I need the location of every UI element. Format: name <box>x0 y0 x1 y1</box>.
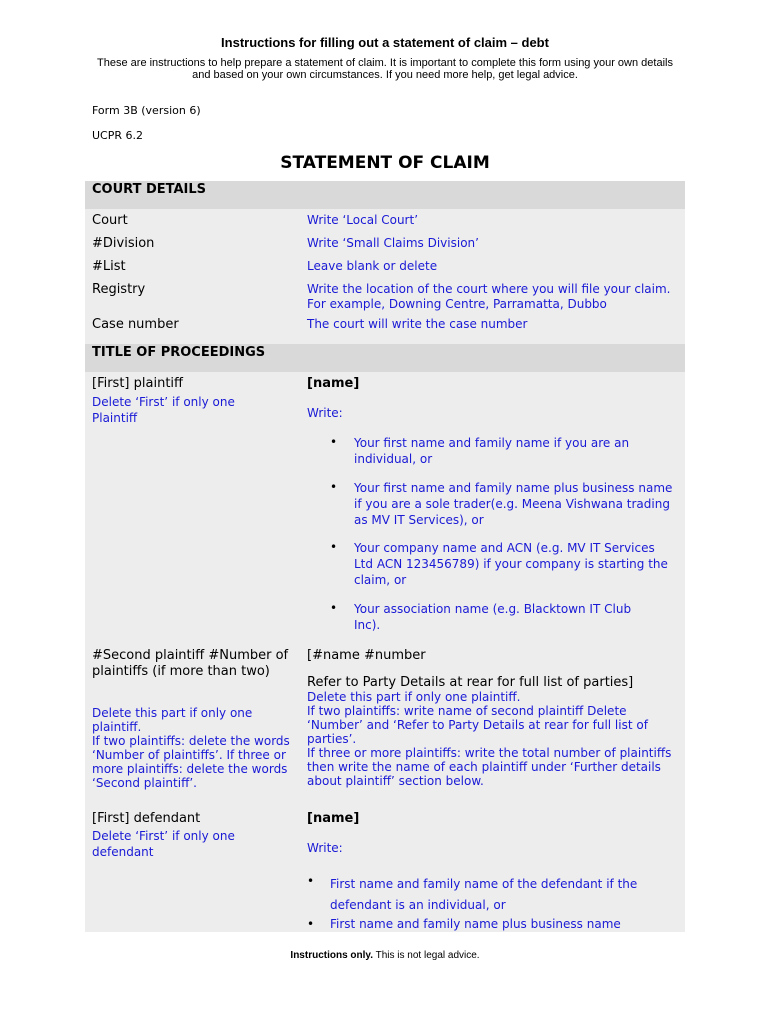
instructions-title: Instructions for filling out a statement of claim – debt <box>221 35 549 50</box>
registry-value: Write the location of the court where you will file your claim. For example, Downing Centre, Parramatta, Dubbo <box>307 282 671 311</box>
list-value: Leave blank or delete <box>307 259 438 273</box>
first-defendant-bullet-1: First name and family name of the defendant if the defendant is an individual, or <box>330 877 638 912</box>
title-of-proceedings-heading: TITLE OF PROCEEDINGS <box>85 344 685 372</box>
court-label: Court <box>92 213 128 228</box>
case-number-label: Case number <box>92 317 179 332</box>
second-plaintiff-value-note: Delete this part if only one plaintiff. If two plaintiffs: write name of second plaintiff Delete ‘Number’ and ‘Refer to Party Details at rear for full list of parties’. If three or more plaintiffs: write the total number of plaintiffs then write the name of each plaintiff under ‘Further details about plaintiff’ section below. <box>307 690 672 788</box>
list-label: #List <box>92 259 126 274</box>
rule-reference: UCPR 6.2 <box>92 129 143 142</box>
registry-label: Registry <box>92 282 146 297</box>
first-defendant-bullet-2: First name and family name plus business name <box>330 917 621 931</box>
first-defendant-label: [First] defendant <box>92 811 201 826</box>
second-plaintiff-value-2: Refer to Party Details at rear for full list of parties] <box>307 675 634 690</box>
bullet-icon: • <box>307 917 315 931</box>
first-plaintiff-bullet-3: Your company name and ACN (e.g. MV IT Services Ltd ACN 123456789) if your company is starting the claim, or <box>354 541 668 587</box>
court-value: Write ‘Local Court’ <box>307 213 419 227</box>
division-value: Write ‘Small Claims Division’ <box>307 236 479 250</box>
bullet-icon: • <box>307 874 315 888</box>
first-plaintiff-label: [First] plaintiff <box>92 376 183 391</box>
footer-disclaimer <box>0 950 770 961</box>
first-plaintiff-name: [name] <box>307 376 360 391</box>
form-version: Form 3B (version 6) <box>92 104 201 117</box>
first-plaintiff-note: Delete ‘First’ if only one Plaintiff <box>92 395 235 425</box>
document-title: STATEMENT OF CLAIM <box>280 153 490 173</box>
bullet-icon: • <box>330 435 338 449</box>
footer-bold: Instructions only. <box>290 950 374 961</box>
first-plaintiff-bullet-4: Your association name (e.g. Blacktown IT Club Inc). <box>354 602 632 632</box>
first-defendant-write: Write: <box>307 841 343 855</box>
court-details-heading: COURT DETAILS <box>85 181 685 209</box>
bullet-icon: • <box>330 540 338 554</box>
bullet-icon: • <box>330 601 338 615</box>
first-plaintiff-bullet-2: Your first name and family name plus business name if you are a sole trader(e.g. Meena Vishwana trading as MV IT Services), or <box>354 481 673 527</box>
bullet-icon: • <box>330 480 338 494</box>
first-plaintiff-write: Write: <box>307 406 343 420</box>
footer-text: This is not legal advice. <box>373 950 480 961</box>
first-defendant-note: Delete ‘First’ if only one defendant <box>92 829 235 859</box>
division-label: #Division <box>92 236 155 251</box>
case-number-value: The court will write the case number <box>307 317 528 331</box>
second-plaintiff-label: #Second plaintiff #Number of plaintiffs (if more than two) <box>92 648 289 679</box>
first-defendant-name: [name] <box>307 811 360 826</box>
second-plaintiff-note: Delete this part if only one plaintiff. If two plaintiffs: delete the words ‘Number of plaintiffs’. If three or more plaintiffs: delete the words ‘Second plaintiff’. <box>92 706 290 790</box>
instructions-subtitle: These are instructions to help prepare a statement of claim. It is important to complete this form using your own details and based on your own circumstances. If you need more help, get legal advice. <box>97 57 673 81</box>
second-plaintiff-value-1: [#name #number <box>307 648 426 663</box>
first-plaintiff-bullet-1: Your first name and family name if you are an individual, or <box>354 436 630 466</box>
